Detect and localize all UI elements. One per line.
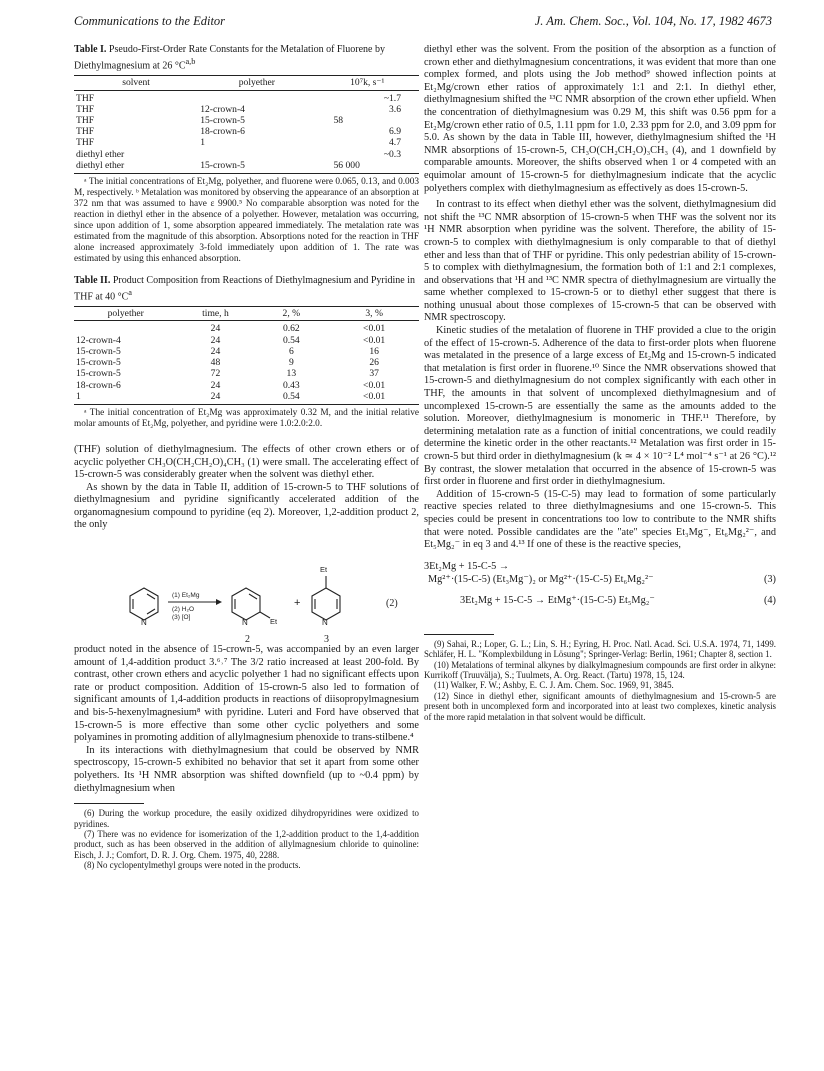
table-row: [74, 346, 419, 357]
table-cell: 12-crown-4: [200, 103, 245, 115]
pyridine-n-label: N: [141, 618, 147, 628]
body-paragraph: In its interactions with diethylmagnesium that could be observed by NMR spectroscopy, 15-crown-5 exhibited no behavior that set it apart from some other polyethers. Its ¹H NMR absorption was shifted downfield (up to ~0.4 ppm) by diethylmagnesium when: [74, 744, 419, 794]
footnote: (7) There was no evidence for isomerization of the 1,2-addition product to the 1,4-addition product, such as has been observed in the addition of allylmagnesium chloride to quinoline: Eisch, J. J.; Comfort, D. R. J. Org. Chem. 1975, 40, 2288.: [74, 829, 419, 860]
table-cell: 13: [286, 368, 297, 380]
running-header-left: Communications to the Editor: [74, 14, 226, 28]
footnote: (6) During the workup procedure, the easily oxidized dihydropyridines were oxidized to pyridines.: [74, 808, 419, 829]
table-cell: 16: [369, 345, 379, 357]
table-row: [74, 126, 419, 137]
table1-col-polyether: polyether: [198, 76, 315, 90]
table-row: [74, 321, 419, 335]
table-cell: 56 000: [315, 160, 419, 174]
table-row: [74, 160, 419, 174]
table-cell: THF: [76, 92, 95, 104]
plus-sign: +: [294, 597, 301, 610]
footnote-divider: [424, 634, 494, 635]
table-row: [74, 115, 419, 126]
table-cell: 15-crown-5: [200, 114, 245, 126]
running-header-right: J. Am. Chem. Soc., Vol. 104, No. 17, 1982 4673: [534, 14, 772, 28]
table-cell: [198, 149, 315, 160]
body-paragraph: As shown by the data in Table II, addition of 15-crown-5 to THF solutions of diethylmagnesium and pyridine significantly accelerated addition of the organomagnesium compound to pyridine (eq 2). Moreover, 1,2-addition product 2, the only: [74, 481, 419, 531]
table-cell: 0.43: [282, 379, 300, 391]
table-cell: ~1.7: [383, 92, 401, 104]
table2-title: Product Composition from Reactions of Diethylmagnesium and Pyridine in THF at 40 °C: [74, 274, 416, 303]
table-cell: 0.54: [253, 391, 329, 405]
table-cell: 72: [210, 368, 221, 380]
table-cell: THF: [76, 103, 95, 115]
table-row: [74, 149, 419, 160]
table-cell: THF: [76, 114, 95, 126]
table-row: [74, 357, 419, 368]
table-cell: 18-crown-6: [76, 379, 121, 391]
table-cell: <0.01: [363, 379, 386, 391]
table1-col-solvent: solvent: [74, 76, 198, 90]
table-row: [74, 104, 419, 115]
equation-number: (2): [386, 598, 398, 610]
table-row: [74, 137, 419, 148]
table2-header-row: [74, 307, 419, 321]
equation-4-text: 3Et₂Mg + 15-C-5 → EtMg⁺·(15-C-5) Et₅Mg₂⁻: [460, 594, 655, 606]
table-cell: 18-crown-6: [200, 126, 245, 138]
table-cell: 58: [333, 114, 344, 126]
table-cell: 12-crown-4: [76, 334, 121, 346]
reagent-3: (3) [O]: [172, 614, 191, 622]
product-2-n-label: N: [242, 618, 248, 628]
body-paragraph: (THF) solution of diethylmagnesium. The effects of other crown ethers or of acyclic polyether CH₃O(CH₂CH₂O)₄CH₃ (1) were small. The accelerating effect of 15-crown-5 was considerably greater when the solvent was diethyl ether.: [74, 443, 419, 481]
table2-footnote: ᵃ The initial concentration of Et₂Mg was approximately 0.32 M, and the initial relative molar amounts of Et₂Mg, polyether, and pyridine were 1.0:2.0:2.0.: [74, 407, 419, 429]
product-3-n-label: N: [322, 618, 328, 628]
table-cell: 15-crown-5: [76, 345, 121, 357]
table2-col-3: 3, %: [329, 307, 419, 321]
body-paragraph: In contrast to its effect when diethyl ether was the solvent, diethylmagnesium did not shift the ¹³C NMR absorption of 15-crown-5 when THF was the solvent nor its ¹H NMR absorption when pyridine was the solvent. Therefore, the ability of 15-crown-5 to complex with diethylmagnesium is only comparable to that of diethyl ether and less than that of THF or pyridine. This only pedestrian ability of 15-crown-5 to complex with diethylmagnesium, the formation both of 1:1 and 2:1 complexes, and observations that ¹H and ¹³C NMR spectra of diethylmagnesium are virtually the same whether complexed to 15-crown-5 or to diethyl ether suggest that there is nothing unusual about those complexes of 15-crown-5 that can be observed with NMR spectroscopy.: [424, 199, 776, 324]
table-cell: 6: [288, 345, 294, 357]
table-cell: 0.62: [282, 323, 300, 335]
table-cell: 37: [369, 368, 379, 380]
product-3-et-label: Et: [320, 565, 328, 575]
table-cell: 24: [210, 323, 221, 335]
table2-caption: [74, 275, 419, 303]
table-cell: diethyl ether: [74, 160, 198, 174]
table1-col-k: 10⁷k, s⁻¹: [315, 76, 419, 90]
table-cell: 0.54: [282, 334, 300, 346]
table-cell: THF: [76, 137, 95, 149]
footnote: (9) Sahai, R.; Loper, G. L.; Lin, S. H.; Eyring, H. Proc. Natl. Acad. Sci. U.S.A. 1974, 71, 1499. Schläfer, H. L. "Komplexbildung in Lösung"; Springer-Verlag: Berlin, 1961; Chapter 8, section 1.: [424, 638, 776, 660]
table-row: [74, 335, 419, 346]
table-cell: [198, 90, 315, 104]
footnote: (11) Walker, F. W.; Ashby, E. C. J. Am. Chem. Soc. 1969, 91, 3845.: [434, 680, 674, 691]
table-cell: ~0.3: [383, 148, 401, 160]
table-cell: 9: [288, 357, 294, 369]
footnote: (10) Metalations of terminal alkynes by dialkylmagnesium compounds are first order in alkyne: Kurrikoff (Truuvälja), S.; Tuulmets, A. Org. React. (Tartu) 1978, 15, 124.: [424, 659, 776, 680]
table-cell: <0.01: [363, 334, 386, 346]
table-cell: 15-crown-5: [76, 368, 121, 380]
table1-header-row: [74, 76, 419, 90]
equation-4-number: (4): [763, 594, 776, 606]
table1-caption-sup: a,b: [185, 57, 196, 66]
table-cell: 26: [369, 357, 379, 369]
table1-caption: [74, 44, 419, 72]
body-paragraph: diethyl ether was the solvent. From the position of the absorption as a function of crown ether and diethylmagnesium concentrations, it was evident that more than one complex formed, and plots using the Job method⁹ showed inflection points at Et₂Mg/crown ether ratios of approximately 1:1 and 2:1. In diethyl ether, diethylmagnesium shifted the ¹³C NMR absorption of the crown ether upfield. When the concentration of diethylmagnesium was 0.29 M, this shift was 0.56 ppm for a Et₂Mg/crown ether ratio of 0.5, 1.11 ppm for 1.0, 2.33 ppm for 2.0, and 3.09 ppm for 5.0. As shown by the data in Table III, however, diethylmagnesium shifted the ¹H NMR absorptions of 15-crown-5, CH₃O(CH₂CH₂O)₃CH₃ (4), and 1 downfield by comparable amounts. Moreover, the shifts observed when 1 or 4 competed with an equimolar amount of 15-crown-5 for diethylmagnesium indicate that the acyclic polyethers complex with diethylmagnesium as effectively as does 15-crown-5.: [424, 44, 776, 194]
table-cell: [74, 321, 178, 335]
body-paragraph: product noted in the absence of 15-crown-5, was accompanied by an even larger amount of 1,4-addition product 3.⁶˒⁷ The 3/2 ratio increased at least 200-fold. By contrast, other crown ethers and acyclic polyether 1 had no significant effects upon rate or product composition. Addition of 15-crown-5 also led to formation of significant amounts of 1,4-addition products in reactions of diisopropylmagnesium and bis-5-hexenylmagnesium⁸ with pyridine. Luteri and Ford have observed that 15-crown-5 is more effective than some other cyclic polyethers and some polyamines in promoting addition of allylmagnesium phenoxide to trans-stilbene.⁴: [74, 644, 419, 744]
table2-col-time: time, h: [178, 307, 254, 321]
product-2-label: 2: [245, 634, 250, 646]
table-cell: 4.7: [389, 137, 401, 149]
equation-3-number: (3): [763, 573, 776, 585]
equation-3-line1: 3Et₂Mg + 15-C-5 →: [424, 560, 510, 572]
table-row: [74, 90, 419, 104]
table2-col-polyether: polyether: [74, 307, 178, 321]
reagent-2: (2) H₂O: [172, 606, 195, 614]
table-cell: 24: [210, 345, 221, 357]
table-cell: 24: [210, 334, 221, 346]
product-3-structure: [312, 576, 340, 620]
table-cell: 48: [210, 357, 221, 369]
product-2-et-label: Et: [270, 617, 278, 627]
right-column: [424, 44, 776, 722]
table1-footnote: ᵃ The initial concentrations of Et₂Mg, polyether, and fluorene were 0.065, 0.13, and 0.003 M, respectively. ᵇ Metalation was monitored by observing the appearance of an absorption at 372 nm that was assumed to have ε 9900.⁵ No comparable absorption was noted for the reaction in diethyl ether in the absence of a polyether. However, metalation was occurring, since upon addition of 1, some absorption appeared immediately. The metalation rate was estimated from the magnitude of this absorption. Absorptions noted for the reaction in THF alone increased approximately 3-fold immediately upon addition of 1. The rate was estimated by using this enhanced absorption.: [74, 176, 419, 264]
table-row: [74, 380, 419, 391]
table-cell: 1: [74, 391, 178, 405]
table-cell: THF: [76, 126, 95, 138]
table-row: [74, 368, 419, 379]
table-cell: 1: [200, 137, 205, 149]
table-row: [74, 391, 419, 405]
reaction-scheme: [74, 536, 419, 646]
table-cell: diethyl ether: [76, 148, 125, 160]
reagent-1: (1) Et₂Mg: [172, 592, 200, 600]
table2-label: Table II.: [74, 274, 111, 286]
table2-col-2: 2, %: [253, 307, 329, 321]
table1: [74, 75, 419, 174]
product-3-label: 3: [324, 634, 329, 646]
table-cell: 3.6: [389, 103, 401, 115]
table-cell: <0.01: [363, 323, 386, 335]
table-cell: 24: [210, 379, 221, 391]
footnote-divider: [74, 803, 144, 804]
table-cell: 15-crown-5: [198, 160, 315, 174]
equation-4: [424, 594, 776, 607]
equations-3-4: [424, 560, 776, 620]
table2: [74, 306, 419, 405]
footnote: (8) No cyclopentylmethyl groups were noted in the products.: [84, 860, 301, 871]
pyridine-structure: [130, 588, 158, 620]
table-cell: 15-crown-5: [76, 357, 121, 369]
body-paragraph: Kinetic studies of the metalation of fluorene in THF provided a clue to the origin of the effect of 15-crown-5. Adherence of the data to first-order plots when fluorene was metalated in the presence of a large excess of Et₂Mg and 15-crown-5 indicated that metalation is first order in fluorene.¹⁰ Since the NMR observations showed that 15-crown-5 and diethylmagnesium do not complex significantly with each other in THF, the amounts in that solvent of uncomplexed diethylmagnesium and of uncomplexed 15-crown-5 are essentially the same as the amounts added to the solution. Moreover, diethylmagnesium is monomeric in THF.¹¹ Therefore, by determining metalation rate as a function of initial concentrations, we could readily determine the kinetic order in the other reactants.¹² Metalation was first order in 15-crown-5 but third order in diethylmagnesium (k ≃ 4 × 10⁻² L⁴ mol⁻⁴ s⁻¹ at 26 °C).¹² By contrast, the slower metalation that occurred in the absence of 15-crown-5 was first order in fluorene and first order in diethylmagnesium.: [424, 325, 776, 488]
table-cell: <0.01: [329, 391, 419, 405]
footnote: (12) Since in diethyl ether, significant amounts of diethylmagnesium and 15-crown-5 are present both in uncomplexed form and incorporated into at least two complexes, kinetic analysis of the more rapid metalation in that solvent would be difficult.: [424, 690, 776, 722]
table2-caption-sup: a: [128, 287, 132, 297]
product-2-structure: [232, 588, 270, 620]
table1-label: Table I.: [74, 44, 107, 55]
equation-3-products: Mg²⁺·(15-C-5) (Et₃Mg⁻)₂ or Mg²⁺·(15-C-5) Et₆Mg₂²⁻: [428, 573, 654, 585]
equation-2: [74, 536, 419, 646]
body-paragraph: Addition of 15-crown-5 (15-C-5) may lead to formation of some particularly reactive species related to three diethylmagnesiums and one 15-crown-5. This species could be present in concentrations too low to contribute to the NMR shifts that were noted. Possible candidates are the "ate" species Et₃Mg⁻, Et₆Mg₂²⁻, and Et₅Mg₂⁻ in eq 3 and 4.¹³ If one of these is the reactive species,: [424, 488, 776, 551]
table-cell: 24: [178, 391, 254, 405]
table1-title: Pseudo-First-Order Rate Constants for the Metalation of Fluorene by Diethylmagnesium at 26 °C: [74, 44, 385, 72]
equation-3-line2: [424, 573, 776, 586]
table-cell: 6.9: [389, 126, 401, 138]
left-column: [74, 44, 419, 871]
